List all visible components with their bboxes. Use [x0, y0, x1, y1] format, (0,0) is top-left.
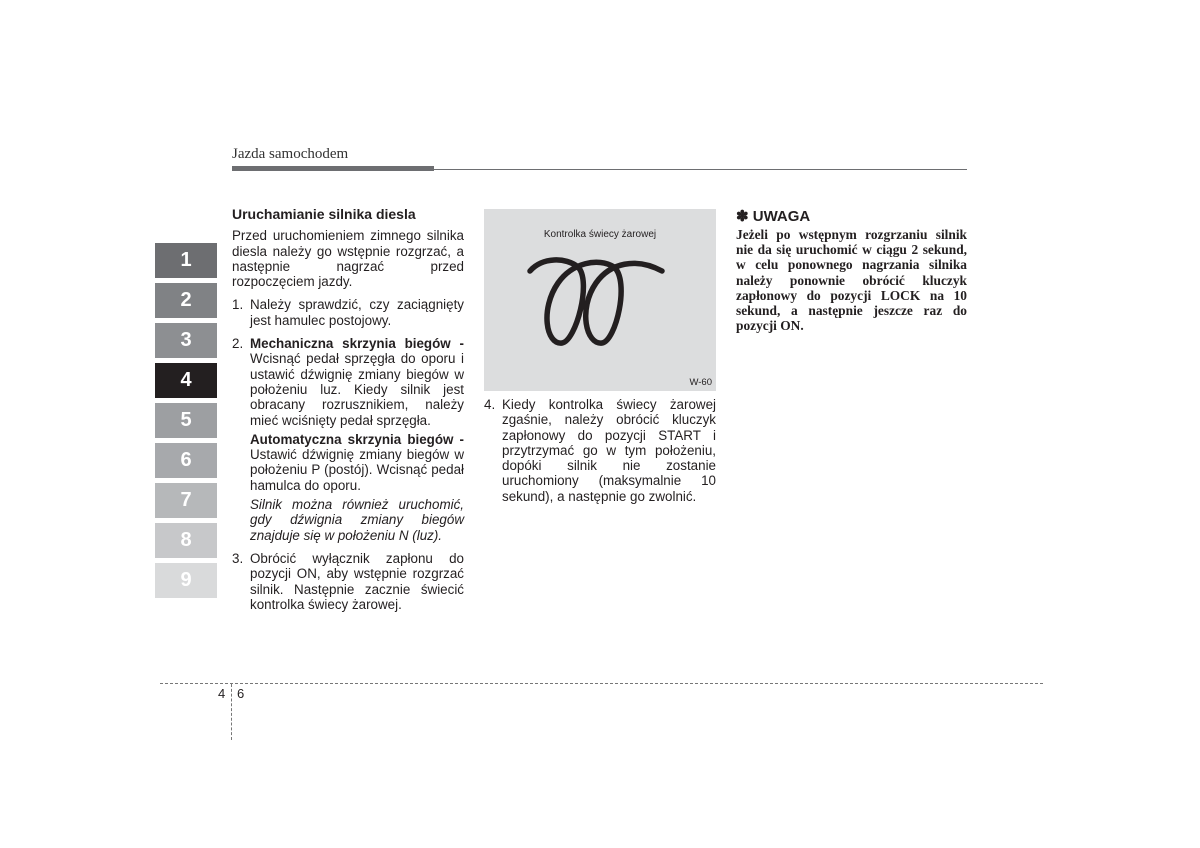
- figure-caption: Kontrolka świecy żarowej: [543, 229, 657, 240]
- footer-vertical-divider: [231, 684, 232, 740]
- manual-gearbox-text: Wcisnąć pedał sprzęgła do oporu i ustawić dźwignię zmiany biegów w położeniu luz. Kiedy silnik jest obracany rozrusznikiem, należy mieć wciśnięty pedał sprzęgła.: [250, 351, 464, 428]
- header-rule-thin: [434, 169, 967, 170]
- step-text: [250, 336, 464, 428]
- column-2: [484, 397, 716, 512]
- chapter-tab-6[interactable]: [155, 443, 217, 478]
- page-chapter-number: 4: [218, 686, 226, 701]
- step-text: Obrócić wyłącznik zapłonu do pozycji ON, aby wstępnie rozgrzać silnik. Następnie zacznie świecić kontrolka świecy żarowej.: [250, 550, 464, 612]
- figure-code: W-60: [689, 377, 712, 388]
- step-text: Należy sprawdzić, czy zaciągnięty jest hamulec postojowy.: [250, 297, 464, 328]
- chapter-tab-9[interactable]: [155, 563, 217, 598]
- step-3: [232, 551, 464, 612]
- header-rule-thick: [232, 166, 434, 171]
- chapter-tab-2[interactable]: [155, 283, 217, 318]
- chapter-tab-1[interactable]: [155, 243, 217, 278]
- chapter-tab-label: 5: [180, 409, 192, 431]
- step-number: 4.: [484, 397, 496, 412]
- column-1: [232, 207, 464, 620]
- footer-divider: [160, 683, 1043, 684]
- step-number: 1.: [232, 297, 244, 313]
- step-number: 3.: [232, 550, 244, 566]
- notice-text: Jeżeli po wstępnym rozgrzaniu silnik nie da się uruchomić w ciągu 2 sekund, w celu ponownego nagrzania silnika należy ponownie obrócić kluczyk zapłonowy do pozycji LOCK na 10 sekund, a następnie jeszcze raz do pozycji ON.: [736, 227, 967, 334]
- asterisk-icon: ✽: [736, 208, 749, 225]
- step-1: [232, 297, 464, 328]
- notice-title: UWAGA: [752, 208, 811, 225]
- chapter-tab-label: 2: [180, 289, 192, 311]
- chapter-tab-label: 1: [180, 249, 192, 271]
- automatic-gearbox-text: Ustawić dźwignię zmiany biegów w położeniu P (postój). Wcisnąć pedał hamulca do oporu.: [250, 447, 464, 493]
- chapter-tab-label: 8: [180, 529, 192, 551]
- chapter-tab-label: 9: [180, 569, 192, 591]
- neutral-note: Silnik można również uruchomić, gdy dźwignia zmiany biegów znajduje się w położeniu N (luz).: [250, 497, 464, 543]
- chapter-tab-label: 7: [180, 489, 192, 511]
- intro-paragraph: Przed uruchomieniem zimnego silnika diesla należy go wstępnie rozgrzać, a następnie nagrzać przed rozpoczęciem jazdy.: [232, 228, 464, 290]
- step-number: 2.: [232, 336, 244, 352]
- chapter-tab-4[interactable]: [155, 363, 217, 398]
- chapter-tab-label: 4: [180, 369, 192, 391]
- automatic-gearbox-title: Automatyczna skrzynia biegów -: [250, 431, 464, 447]
- figure-panel: [484, 209, 716, 391]
- chapter-tab-label: 3: [180, 329, 192, 351]
- chapter-tab-8[interactable]: [155, 523, 217, 558]
- step-4: [484, 397, 716, 504]
- automatic-gearbox-block: [250, 432, 464, 493]
- page-number: 6: [237, 686, 245, 701]
- step-text: Kiedy kontrolka świecy żarowej zgaśnie, należy obrócić kluczyk zapłonowy do pozycji START i przytrzymać go w tym położeniu, dopóki silnik nie zostanie uruchomiony (maksymalnie 10 sekund), a następnie go zwolnić.: [502, 397, 716, 504]
- chapter-tab-3[interactable]: [155, 323, 217, 358]
- chapter-tabs: [155, 243, 217, 603]
- chapter-tab-7[interactable]: [155, 483, 217, 518]
- notice-box: [736, 207, 967, 333]
- manual-gearbox-title: Mechaniczna skrzynia biegów -: [250, 336, 464, 352]
- notice-heading: [736, 207, 967, 225]
- chapter-tab-5[interactable]: [155, 403, 217, 438]
- section-heading: Uruchamianie silnika diesla: [232, 206, 416, 222]
- chapter-tab-label: 6: [180, 449, 192, 471]
- step-2: [232, 336, 464, 428]
- running-header: Jazda samochodem: [232, 146, 349, 162]
- glow-plug-coil-icon: [514, 253, 686, 353]
